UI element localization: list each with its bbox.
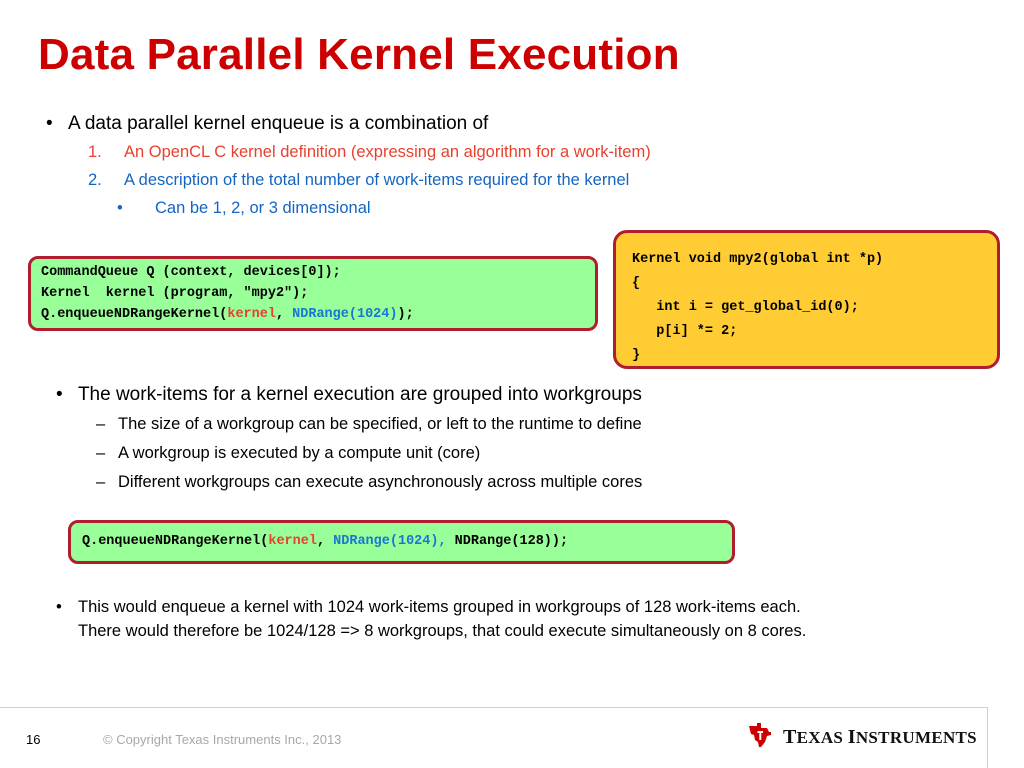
- host-code-box: [28, 256, 598, 331]
- dash-item-1: [96, 415, 642, 434]
- dash-text: The size of a workgroup can be specified, or left to the runtime to define: [118, 415, 642, 433]
- intro-bullet: [46, 113, 488, 135]
- page-number: 16: [26, 732, 41, 747]
- code-line: p[i] *= 2;: [632, 324, 738, 339]
- dash-marker: –: [96, 473, 106, 491]
- dash-item-3: [96, 473, 642, 492]
- dash-marker: –: [96, 415, 106, 433]
- dash-text: Different workgroups can execute asynchronously across multiple cores: [118, 473, 643, 491]
- bullet-marker: •: [56, 384, 63, 405]
- copyright-text: © Copyright Texas Instruments Inc., 2013: [103, 732, 342, 747]
- workgroups-bullet: [56, 384, 642, 406]
- kernel-arg: kernel: [227, 307, 276, 322]
- code-line: }: [632, 348, 641, 363]
- conclusion-line-2: There would therefore be 1024/128 => 8 workgroups, that could execute simultaneously on 8 cores.: [78, 622, 807, 640]
- sub-bullet: [117, 199, 371, 218]
- numbered-item-2: [88, 171, 629, 190]
- code-text: Q.enqueueNDRangeKernel(: [41, 307, 228, 322]
- global-range-arg: NDRange(1024),: [333, 534, 447, 549]
- numbered-item-1: [88, 143, 651, 162]
- dash-item-2: [96, 444, 480, 463]
- kernel-code-box: [613, 230, 1000, 369]
- code-text: Q.enqueueNDRangeKernel(: [82, 534, 269, 549]
- ti-logo-icon: [745, 720, 775, 750]
- conclusion-line-1: This would enqueue a kernel with 1024 work-items grouped in workgroups of 128 work-items each.: [78, 598, 801, 616]
- bullet-marker: •: [56, 598, 62, 616]
- dash-text: A workgroup is executed by a compute unit (core): [118, 444, 481, 462]
- sub-bullet-text: Can be 1, 2, or 3 dimensional: [155, 199, 371, 217]
- workgroups-text: The work-items for a kernel execution are grouped into workgroups: [77, 384, 642, 405]
- code-text: );: [397, 307, 414, 322]
- global-range-arg: NDRange(1024): [292, 307, 398, 322]
- code-text: ,: [316, 534, 334, 549]
- slide-title: Data Parallel Kernel Execution: [38, 30, 680, 79]
- intro-text: A data parallel kernel enqueue is a combination of: [67, 113, 489, 134]
- enqueue-code-box: [68, 520, 735, 564]
- code-line: CommandQueue Q (context, devices[0]);: [41, 265, 341, 280]
- code-text: ,: [275, 307, 293, 322]
- code-line: [82, 534, 568, 549]
- code-line: int i = get_global_id(0);: [632, 300, 859, 315]
- item-text: An OpenCL C kernel definition (expressing an algorithm for a work-item): [124, 143, 651, 161]
- code-line: Kernel kernel (program, "mpy2");: [41, 286, 309, 301]
- bullet-marker: •: [117, 199, 123, 217]
- bullet-marker: •: [46, 113, 53, 134]
- conclusion-bullet: [56, 598, 801, 617]
- kernel-arg: kernel: [268, 534, 317, 549]
- code-line: [41, 307, 414, 322]
- item-number: 2.: [88, 171, 102, 189]
- code-line: Kernel void mpy2(global int *p): [632, 252, 884, 267]
- item-number: 1.: [88, 143, 102, 161]
- ti-brand-name: TEXAS INSTRUMENTS: [783, 726, 977, 748]
- local-range-arg: NDRange(128));: [446, 534, 569, 549]
- code-line: {: [632, 276, 641, 291]
- footer-divider: [0, 707, 988, 708]
- footer-divider-vertical: [987, 707, 988, 768]
- item-text: A description of the total number of work-items required for the kernel: [124, 171, 630, 189]
- dash-marker: –: [96, 444, 106, 462]
